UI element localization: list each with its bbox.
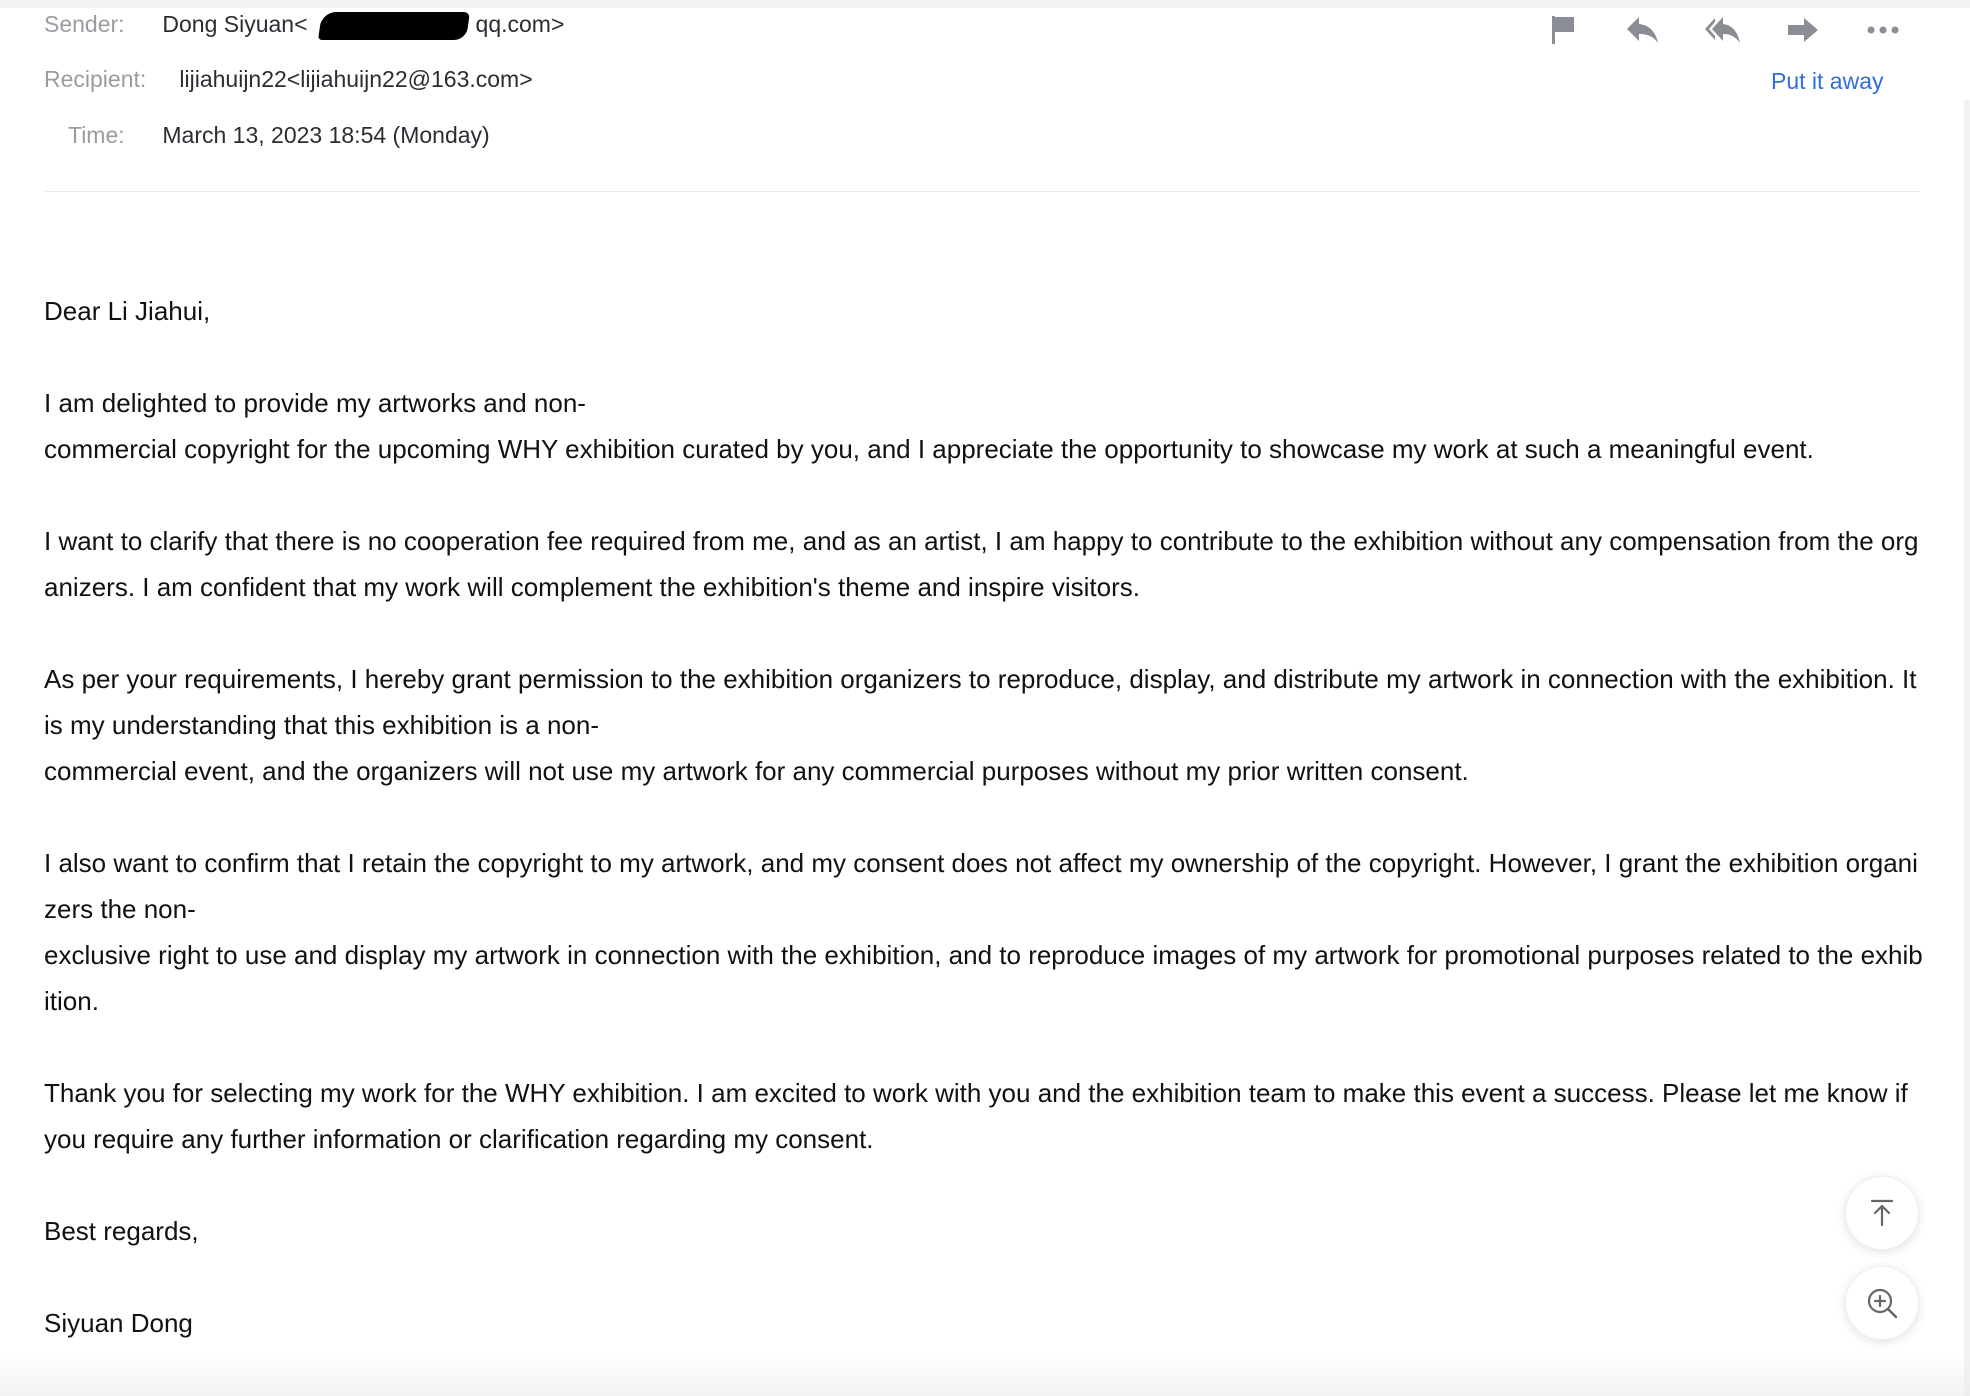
put-away-link[interactable]: Put it away [1771,68,1884,94]
recipient-label: Recipient: [44,66,147,92]
email-paragraph-5: Thank you for selecting my work for the WHY exhibition. I am excited to work with you and the exhibition team to make this event a success. Please let me know if you require any further information or clarification regarding my consent. [44,1078,1915,1154]
email-toolbar [1543,10,1903,50]
zoom-in-button[interactable] [1845,1266,1919,1340]
sender-domain: qq.com> [475,11,565,37]
recipient-row [44,63,533,95]
sender-label: Sender: [44,11,125,37]
top-edge [0,0,1970,8]
time-value: March 13, 2023 18:54 (Monday) [162,122,490,148]
back-to-top-button[interactable] [1845,1176,1919,1250]
time-row [44,119,490,151]
forward-icon [1786,15,1820,45]
email-greeting: Dear Li Jiahui, [44,296,211,326]
more-button[interactable] [1863,10,1903,50]
reply-all-icon [1704,14,1742,46]
email-paragraph-3: As per your requirements, I hereby grant permission to the exhibition organizers to reproduce, display, and distribute my artwork in connection with the exhibition. It is my understanding that this exhibition is a non- commercial event, and the organizers will not use my artwork for any commercial purposes without my prior written consent. [44,664,1917,786]
reply-all-button[interactable] [1703,10,1743,50]
email-signature: Siyuan Dong [44,1308,193,1338]
forward-button[interactable] [1783,10,1823,50]
sender-row [44,8,564,40]
flag-button[interactable] [1543,10,1583,50]
email-paragraph-2: I want to clarify that there is no cooperation fee required from me, and as an artist, I am happy to contribute to the exhibition without any compensation from the organizers. I am confident that my work will complement the exhibition's theme and inspire visitors. [44,526,1919,602]
sender-name: Dong Siyuan< [162,11,308,37]
redaction-mark [318,12,470,40]
flag-icon [1549,14,1577,46]
header-divider [44,191,1920,192]
sender-value[interactable] [162,8,564,40]
time-label: Time: [68,122,125,148]
zoom-in-icon [1865,1286,1899,1320]
email-body [44,288,1926,1392]
email-closing: Best regards, [44,1216,199,1246]
reply-button[interactable] [1623,10,1663,50]
recipient-value[interactable]: lijiahuijn22<lijiahuijn22@163.com> [179,66,533,92]
email-paragraph-4: I also want to confirm that I retain the copyright to my artwork, and my consent does not affect my ownership of the copyright. However, I grant the exhibition organizers the non- exclusive right to use and display my artwork in connection with the exhibition, and to reproduce images of my artwork for promotional purposes related to the exhibition. [44,848,1923,1016]
email-paragraph-1: I am delighted to provide my artworks and non- commercial copyright for the upcoming WHY exhibition curated by you, and I appreciate the opportunity to showcase my work at such a meaningful event. [44,388,1814,464]
reply-icon [1625,14,1661,46]
back-to-top-icon [1868,1198,1896,1228]
more-icon [1866,25,1900,35]
scrollbar[interactable] [1964,100,1970,1396]
